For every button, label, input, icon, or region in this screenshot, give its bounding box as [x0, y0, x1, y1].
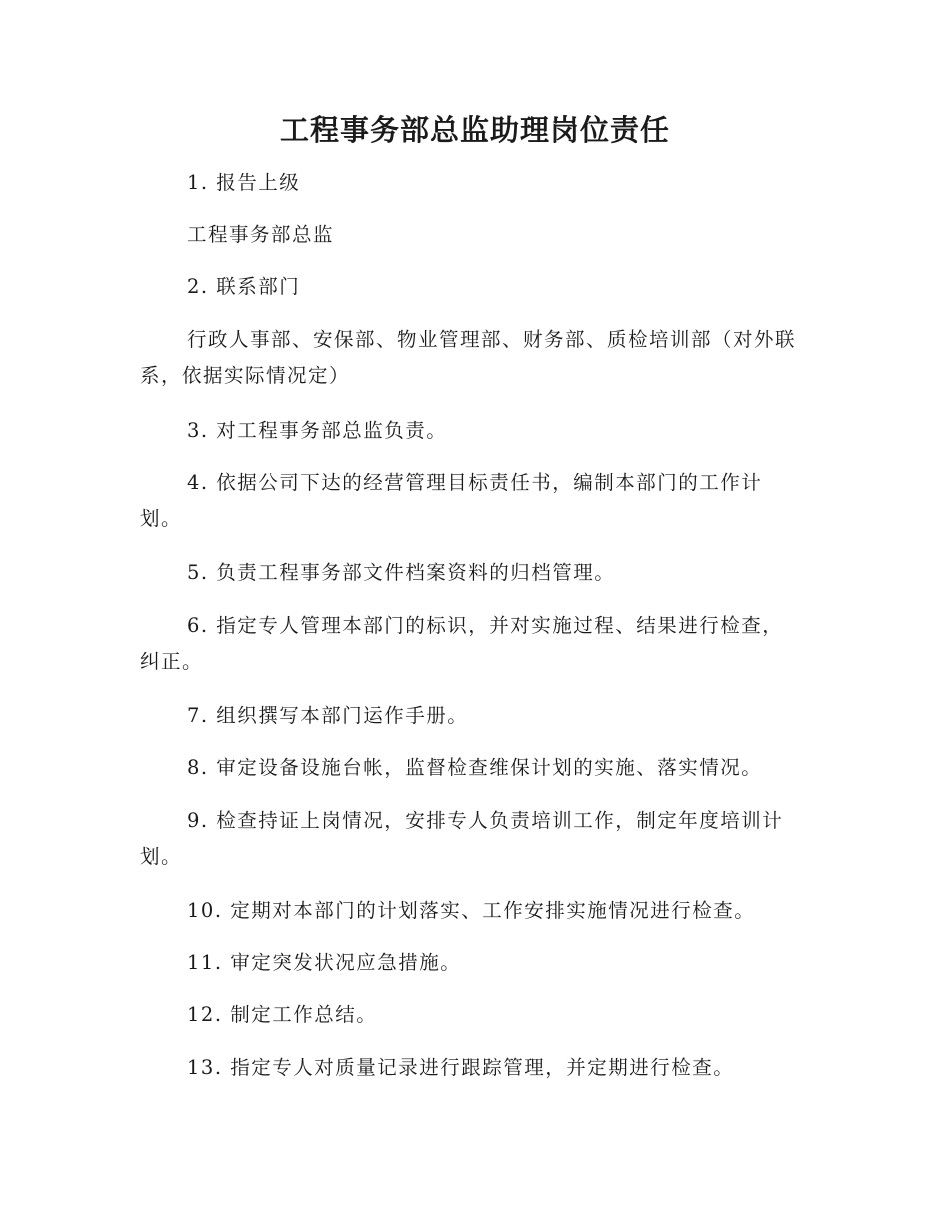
- paragraph-14: 12. 制定工作总结。: [187, 1003, 378, 1026]
- paragraph-8: 6. 指定专人管理本部门的标识，并对实施过程、结果进行检查，纠正。: [140, 614, 784, 673]
- paragraph-12: 10. 定期对本部门的计划落实、工作安排实施情况进行检查。: [187, 899, 756, 922]
- paragraph-3: 2. 联系部门: [187, 275, 301, 298]
- paragraph-10: 8. 审定设备设施台帐，监督检查维保计划的实施、落实情况。: [187, 756, 763, 779]
- paragraph-13: 11. 审定突发状况应急措施。: [187, 951, 462, 974]
- document-title: 工程事务部总监助理岗位责任: [279, 113, 670, 147]
- paragraph-6: 4. 依据公司下达的经营管理目标责任书，编制本部门的工作计划。: [140, 471, 763, 530]
- paragraph-9: 7. 组织撰写本部门运作手册。: [187, 704, 469, 727]
- paragraph-11: 9. 检查持证上岗情况，安排专人负责培训工作，制定年度培训计划。: [140, 809, 784, 868]
- paragraph-1: 1. 报告上级: [187, 171, 301, 194]
- paragraph-15: 13. 指定专人对质量记录进行跟踪管理，并定期进行检查。: [187, 1056, 735, 1079]
- paragraph-2: 工程事务部总监: [187, 223, 335, 246]
- paragraph-5: 3. 对工程事务部总监负责。: [187, 419, 448, 442]
- paragraph-7: 5. 负责工程事务部文件档案资料的归档管理。: [187, 561, 616, 584]
- paragraph-4: 行政人事部、安保部、物业管理部、财务部、质检培训部（对外联系，依据实际情况定）: [140, 328, 797, 387]
